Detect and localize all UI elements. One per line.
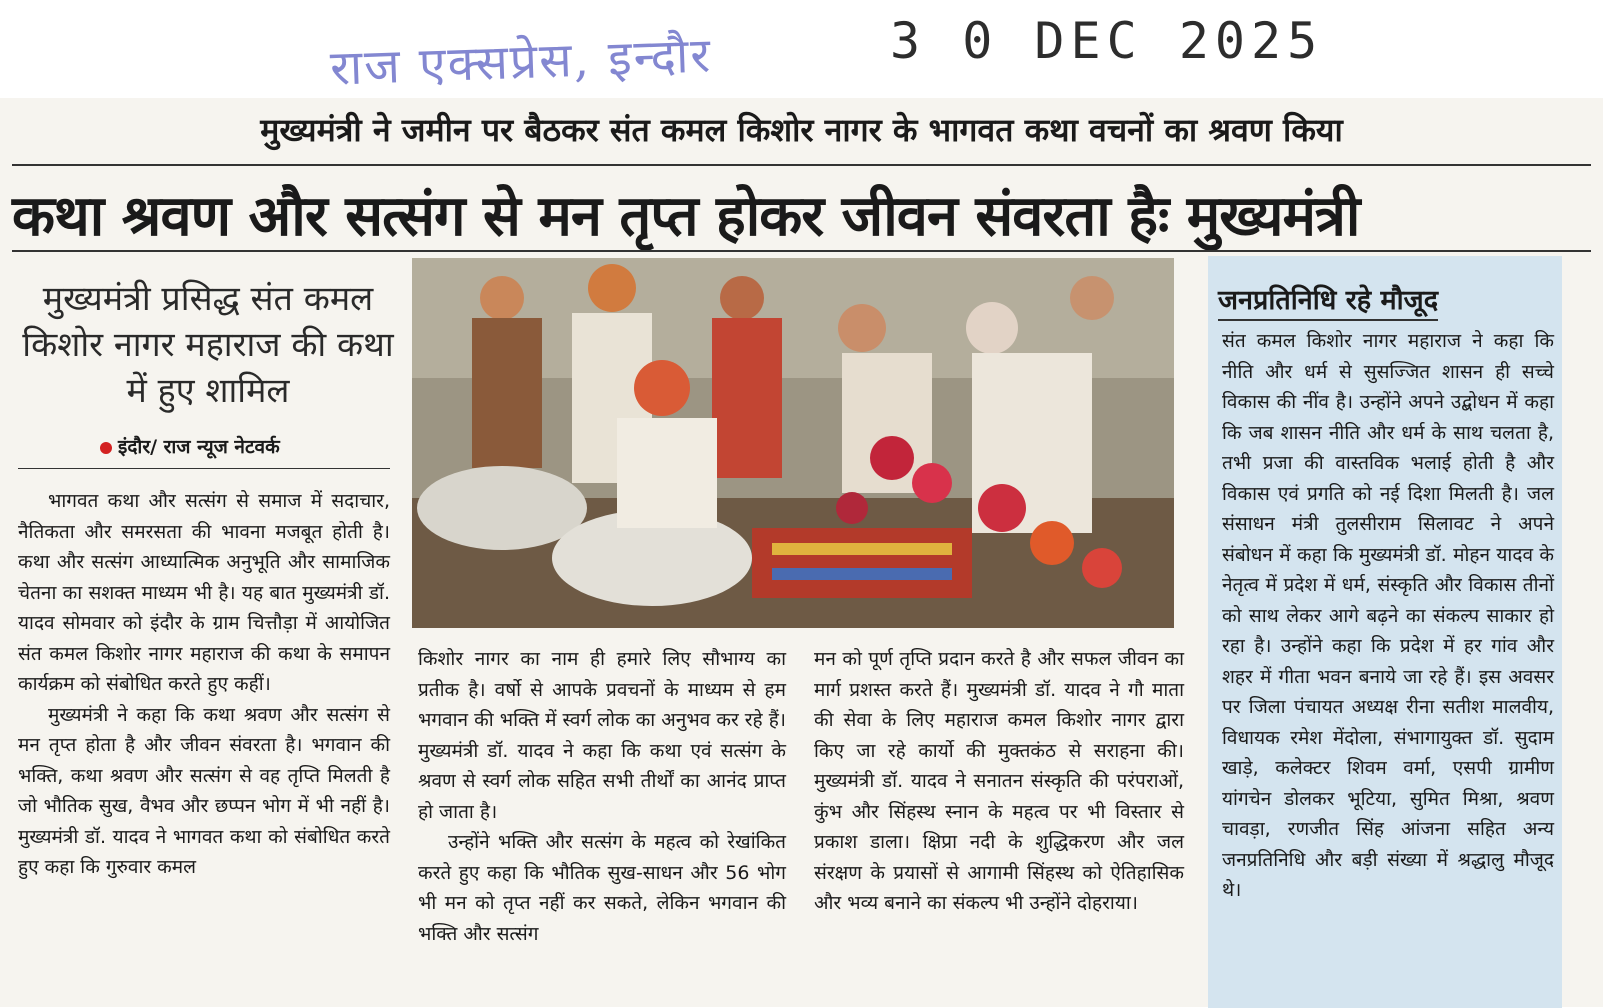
divider [12, 164, 1591, 166]
article-headline: कथा श्रवण और सत्संग से मन तृप्त होकर जीवन संवरता हैः मुख्यमंत्री [12, 184, 1360, 249]
article-column-1 [18, 486, 390, 883]
event-photo [412, 258, 1174, 628]
article-kicker: मुख्यमंत्री ने जमीन पर बैठकर संत कमल किशोर नागर के भागवत कथा वचनों का श्रवण किया [260, 111, 1343, 149]
sidebar-box [1208, 256, 1562, 1008]
paragraph: किशोर नागर का नाम ही हमारे लिए सौभाग्य का प्रतीक है। वर्षो से आपके प्रवचनों के माध्यम से हम भगवान की भक्ति में स्वर्ग लोक का अनुभव कर रहे हैं। मुख्यमंत्री डॉ. यादव ने कहा कि कथा एवं सत्संग के श्रवण से स्वर्ग लोक सहित सभी तीर्थों का आनंद प्राप्त हो जाता है। [418, 648, 786, 823]
sidebar-title: जनप्रतिनिधि रहे मौजूद [1218, 280, 1438, 321]
paragraph: भागवत कथा और सत्संग से समाज में सदाचार, नैतिकता और समरसता की भावना मजबूत होती है। कथा और सत्संग आध्यात्मिक अनुभूति और सामाजिक चेतना का सशक्त माध्यम भी है। यह बात मुख्यमंत्री डॉ. यादव सोमवार को इंदौर के ग्राम चित्तौड़ा में आयोजित संत कमल किशोर नागर महाराज की कथा के समापन कार्यक्रम को संबोधित करते हुए कहीं। [18, 490, 390, 695]
date-stamp: 3 0 DEC 2025 [890, 12, 1324, 70]
article-subhead: मुख्यमंत्री प्रसिद्ध संत कमल किशोर नागर महाराज की कथा में हुए शामिल [22, 279, 394, 411]
paragraph: मुख्यमंत्री ने कहा कि कथा श्रवण और सत्संग से मन तृप्त होता है और जीवन संवरता है। भगवान की भक्ति, कथा श्रवण और सत्संग से वह तृप्ति मिलती है जो भौतिक सुख, वैभव और छप्पन भोग में भी नहीं है। मुख्यमंत्री डॉ. यादव ने भागवत कथा को संबोधित करते हुए कहा कि गुरुवार कमल [18, 703, 390, 878]
divider [12, 250, 1591, 252]
event-photo-image [412, 258, 1174, 628]
dateline-text: इंदौर/ राज न्यूज नेटवर्क [118, 436, 280, 458]
bullet-icon [100, 442, 112, 454]
article-column-2 [418, 644, 786, 949]
sidebar-body: संत कमल किशोर नागर महाराज ने कहा कि नीति और धर्म से सुसज्जित शासन ही सच्चे विकास की नींव है। उन्होंने अपने उद्बोधन में कहा कि जब शासन नीति और धर्म के साथ चलता है, तभी प्रजा की वास्तविक भलाई होती है और विकास एवं प्रगति को नई दिशा मिलती है। जल संसाधन मंत्री तुलसीराम सिलावट ने अपने संबोधन में कहा कि मुख्यमंत्री डॉ. मोहन यादव के नेतृत्व में प्रदेश में धर्म, संस्कृति और विकास तीनों को साथ लेकर आगे बढ़ने का संकल्प साकार हो रहा है। उन्होंने कहा कि प्रदेश में हर गांव और शहर में गीता भवन बनाये जा रहे हैं। इस अवसर पर जिला पंचायत अध्यक्ष रीना सतीश मालवीय, विधायक रमेश मेंदोला, संभागायुक्त डॉ. सुदाम खाड़े, कलेक्टर शिवम वर्मा, एसपी ग्रामीण यांगचेन डोलकर भूटिया, सुमित मिश्रा, श्रवण चावड़ा, रणजीत सिंह आंजना सहित अन्य जनप्रतिनिधि और बड़ी संख्या में श्रद्धालु मौजूद थे। [1222, 330, 1554, 901]
divider [18, 468, 390, 469]
publication-stamp: राज एक्सप्रेस, इन्दौर [329, 27, 713, 97]
newspaper-clipping [0, 98, 1603, 1007]
paragraph: मन को पूर्ण तृप्ति प्रदान करते है और सफल जीवन का मार्ग प्रशस्त करते हैं। मुख्यमंत्री डॉ. यादव ने गौ माता की सेवा के लिए महाराज कमल किशोर नागर द्वारा किए जा रहे कार्यो की मुक्तकंठ से सराहना की। मुख्यमंत्री डॉ. यादव ने सनातन संस्कृति की परंपराओं, कुंभ और सिंहस्थ स्नान के महत्व पर भी विस्तार से प्रकाश डाला। क्षिप्रा नदी के शुद्धिकरण और जल संरक्षण के प्रयासों से आगामी सिंहस्थ को ऐतिहासिक और भव्य बनाने का संकल्प भी उन्होंने दोहराया। [814, 648, 1184, 914]
paragraph: उन्होंने भक्ति और सत्संग के महत्व को रेखांकित करते हुए कहा कि भौतिक सुख-साधन और 56 भोग भी मन को तृप्त नहीं कर सकते, लेकिन भगवान की भक्ति और सत्संग [418, 831, 786, 945]
article-dateline [100, 433, 280, 459]
article-column-3 [814, 644, 1184, 919]
